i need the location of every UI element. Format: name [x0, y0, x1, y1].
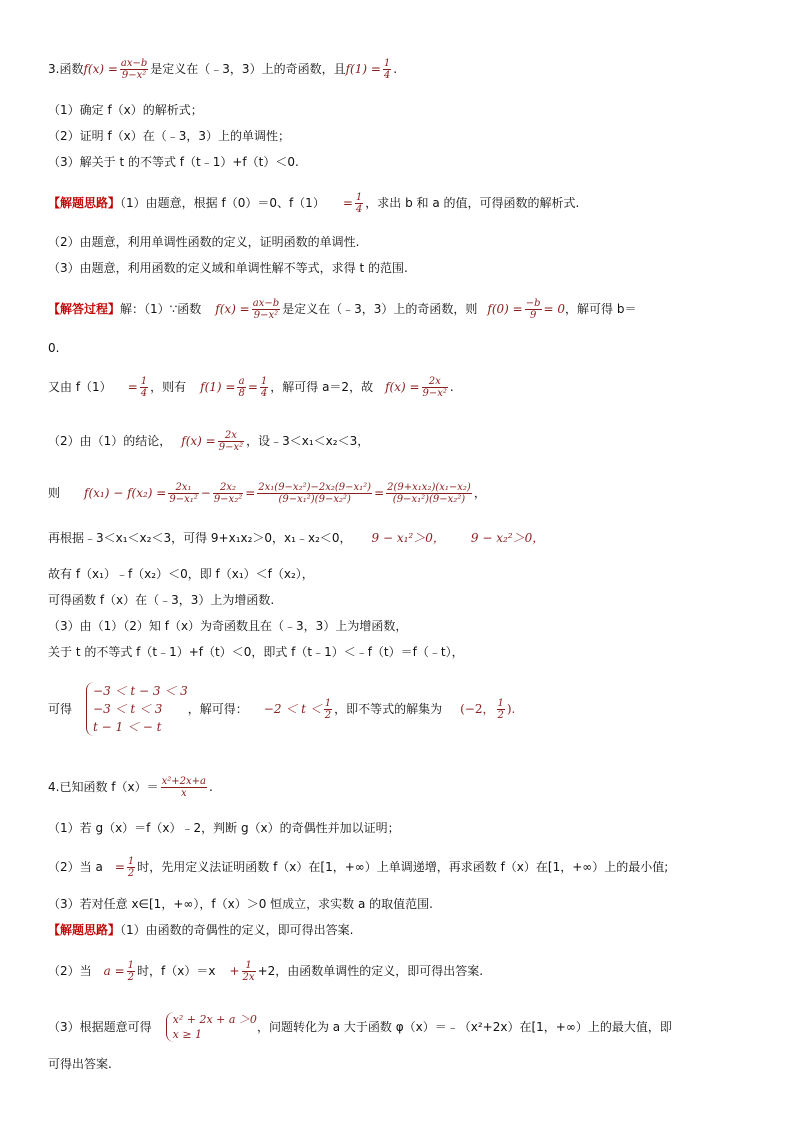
fraction-half: $\frac{1}{2}$	[324, 697, 332, 721]
q3-proc-1b: 0.	[48, 341, 60, 355]
fraction: $\frac{\text{2x₁(9−x₂²)−2x₂(9−x₁²)}}{\text{(9−x₁²)(9−x₂²)}}$	[258, 482, 372, 505]
idea-text: ，求出 b 和 a 的值，可得函数的解析式.	[365, 196, 580, 210]
math-fx: f(x) =	[385, 380, 420, 394]
proc-text: （2）由（1）的结论，	[48, 434, 172, 448]
q3-proc-4	[48, 482, 486, 505]
math-set: ).	[506, 702, 516, 716]
q4-idea-1	[48, 920, 353, 940]
q4-idea-3	[48, 1012, 672, 1042]
q3-part2: （2）证明 f（x）在（﹣3，3）上的单调性；	[48, 129, 291, 143]
math: 9 − x₂²＞0，	[470, 531, 545, 545]
q4-number: 4.已知函数 f（x）＝	[48, 780, 159, 794]
fraction: $\frac{\text{2x₁}}{\text{9−x₁²}}$	[169, 482, 198, 505]
idea-text: +2，由函数单调性的定义，即可得出答案.	[257, 964, 484, 978]
math: −2 ＜ t ＜	[263, 702, 322, 716]
fraction-half: $\frac{1}{2}$	[127, 856, 135, 879]
part-text: （2）当 a	[48, 860, 103, 874]
math-eq: =	[342, 196, 353, 210]
math-eq: =	[245, 486, 256, 500]
fraction: $\frac{a}{8}$	[238, 376, 245, 399]
q3-part3: （3）解关于 t 的不等式 f（t﹣1）+f（t）＜0.	[48, 155, 299, 169]
q3-proc-2: 又由 f（1） = $\frac{1}{4}$ ，则有 f(1) = $\frac{a}{8}$ = $\frac{1}{4}$ ，解可得 a＝2，故 f(x) = $\frac{2x}{\text{9−x²}}$ .	[48, 376, 454, 399]
idea-text: （1）由题意，根据 f（0）＝0、f（1）	[120, 196, 325, 210]
math: a =	[103, 964, 125, 978]
part-text: 时，先用定义法证明函数 f（x）在[1，+∞）上单调递增，再求函数 f（x）在[1，+∞）上的最小值;	[137, 860, 669, 874]
q3-idea-2: （2）由题意，利用单调性函数的定义，证明函数的单调性.	[48, 235, 360, 249]
fraction-quarter: $\frac{1}{4}$	[260, 376, 268, 399]
fraction-quarter: $\frac{1}{4}$	[140, 376, 148, 399]
fraction-half: $\frac{1}{2}$	[497, 697, 504, 721]
idea-text: ，问题转化为 a 大于函数 φ（x）＝﹣（x²+2x）在[1，+∞）上的最大值，即	[256, 1020, 672, 1034]
fraction: $\frac{1}{2x}$	[242, 960, 255, 983]
math-set: (−2，	[460, 702, 495, 716]
fraction-quarter: $\frac{1}{4}$	[383, 58, 391, 81]
math-fx: f(x) =	[83, 62, 118, 76]
idea-tag: 【解题思路】	[48, 923, 121, 937]
fraction-solution: $\frac{2x}{\text{9−x²}}$	[422, 376, 447, 399]
math-fx: f(x) =	[181, 434, 216, 448]
fraction: $\frac{\text{2(9+x₁x₂)(x₁−x₂)}}{\text{(9−x₁²)(9−x₂²)}}$	[387, 482, 471, 505]
q3-proc-8: （3）由（1）（2）知 f（x）为奇函数且在（﹣3，3）上为增函数，	[48, 619, 408, 633]
proc-text: 可得	[48, 702, 73, 716]
proc-text: 则	[48, 486, 61, 500]
q3-idea-1	[48, 192, 579, 215]
idea-text: 时，f（x）＝x	[137, 964, 216, 978]
math-f1: f(1) =	[200, 380, 236, 394]
q4-part1: （1）若 g（x）＝f（x）﹣2，判断 g（x）的奇偶性并加以证明；	[48, 821, 400, 835]
math-minus: −	[200, 486, 211, 500]
q4-header	[48, 776, 213, 799]
proc-text: 解：（1）∵函数	[120, 302, 202, 316]
q4-part2: （2）当 a = $\frac{1}{2}$ 时，先用定义法证明函数 f（x）在[1，+∞）上单调递增，再求函数 f（x）在[1，+∞）上的最小值;	[48, 856, 669, 879]
proc-text: ，解可得：	[187, 702, 248, 716]
fraction-solution: $\frac{2x}{\text{9−x²}}$	[218, 430, 244, 453]
q3-part1: （1）确定 f（x）的解析式；	[48, 103, 203, 117]
q3-proc-3	[48, 430, 369, 453]
proc-text: 是定义在（﹣3，3）上的奇函数，则	[282, 302, 478, 316]
fraction-quarter: $\frac{1}{4}$	[355, 192, 363, 215]
math-eq: =	[374, 486, 385, 500]
math-f1: f(1) =	[345, 62, 381, 76]
q4-part3: （3）若对任意 x∈[1，+∞），f（x）＞0 恒成立，求实数 a 的取值范围.	[48, 897, 433, 911]
proc-text: ，设﹣3＜x₁＜x₂＜3，	[246, 434, 370, 448]
comma: ，	[473, 486, 486, 500]
q3-proc-10	[48, 682, 515, 736]
idea-text: （2）当	[48, 964, 92, 978]
proc-text: ，即不等式的解集为	[334, 702, 443, 716]
math-eq: =	[127, 380, 138, 394]
inequality-system: x² + 2x + a ＞0 x ≥ 1	[166, 1012, 257, 1042]
q3-header: 3.函数f(x) = $\frac{ax-b}{\text{9−x²}}$ 是定义在（﹣3，3）上的奇函数，且f(1) = $\frac{1}{4}$ .	[48, 58, 398, 81]
math: 9 − x₁²＞0，	[371, 531, 445, 545]
inequality-system: −3 ＜ t − 3 ＜ 3 −3 ＜ t ＜ 3 t − 1 ＜ − t	[86, 682, 188, 736]
fraction: $\frac{\text{x²+2x+a}}{x}$	[161, 776, 206, 799]
math-fx: f(x) =	[215, 302, 250, 316]
period: .	[208, 780, 213, 794]
fraction-half: $\frac{1}{2}$	[127, 960, 135, 983]
q3-number: 3.函数	[48, 62, 84, 76]
q3-idea-3: （3）由题意，利用函数的定义域和单调性解不等式，求得 t 的范围.	[48, 261, 408, 275]
proc-text: 又由 f（1）	[48, 380, 112, 394]
q3-proc-6: 故有 f（x₁）﹣f（x₂）＜0，即 f（x₁）＜f（x₂），	[48, 567, 314, 581]
proc-text: ，则有	[150, 380, 187, 394]
proc-text: ，解可得 a＝2，故	[270, 380, 374, 394]
q3-proc-1	[48, 298, 636, 321]
q3-proc-9: 关于 t 的不等式 f（t﹣1）+f（t）＜0，即式 f（t﹣1）＜﹣f（t）＝f（﹣t），	[48, 645, 464, 659]
math-diff: f(x₁) − f(x₂) =	[84, 486, 167, 500]
fraction: $\frac{ax-b}{\text{9−x²}}$	[252, 298, 280, 321]
fraction: $\frac{\text{2x₂}}{\text{9−x₂²}}$	[213, 482, 243, 505]
fraction: $\frac{ax-b}{\text{9−x²}}$	[120, 58, 148, 81]
math-plus: +	[229, 964, 240, 978]
q4-idea-2	[48, 960, 483, 983]
proc-tag: 【解答过程】	[48, 302, 121, 316]
q3-proc-5	[48, 528, 544, 548]
q3-proc-7: 可得函数 f（x）在（﹣3，3）上为增函数.	[48, 593, 275, 607]
q4-idea-3b: 可得出答案.	[48, 1057, 112, 1071]
proc-text: ，解可得 b＝	[565, 302, 637, 316]
math: = 0	[543, 302, 566, 316]
idea-tag: 【解题思路】	[48, 196, 121, 210]
idea-text: （1）由函数的奇偶性的定义，即可得出答案.	[120, 923, 354, 937]
math-eq: =	[247, 380, 258, 394]
proc-text: 再根据﹣3＜x₁＜x₂＜3，可得 9+x₁x₂＞0，x₁﹣x₂＜0，	[48, 531, 352, 545]
q3-header-text: 是定义在（﹣3，3）上的奇函数，且	[150, 62, 346, 76]
math-f0: f(0) =	[487, 302, 523, 316]
fraction: $\frac{-b}{9}$	[525, 298, 541, 321]
idea-text: （3）根据题意可得	[48, 1020, 152, 1034]
